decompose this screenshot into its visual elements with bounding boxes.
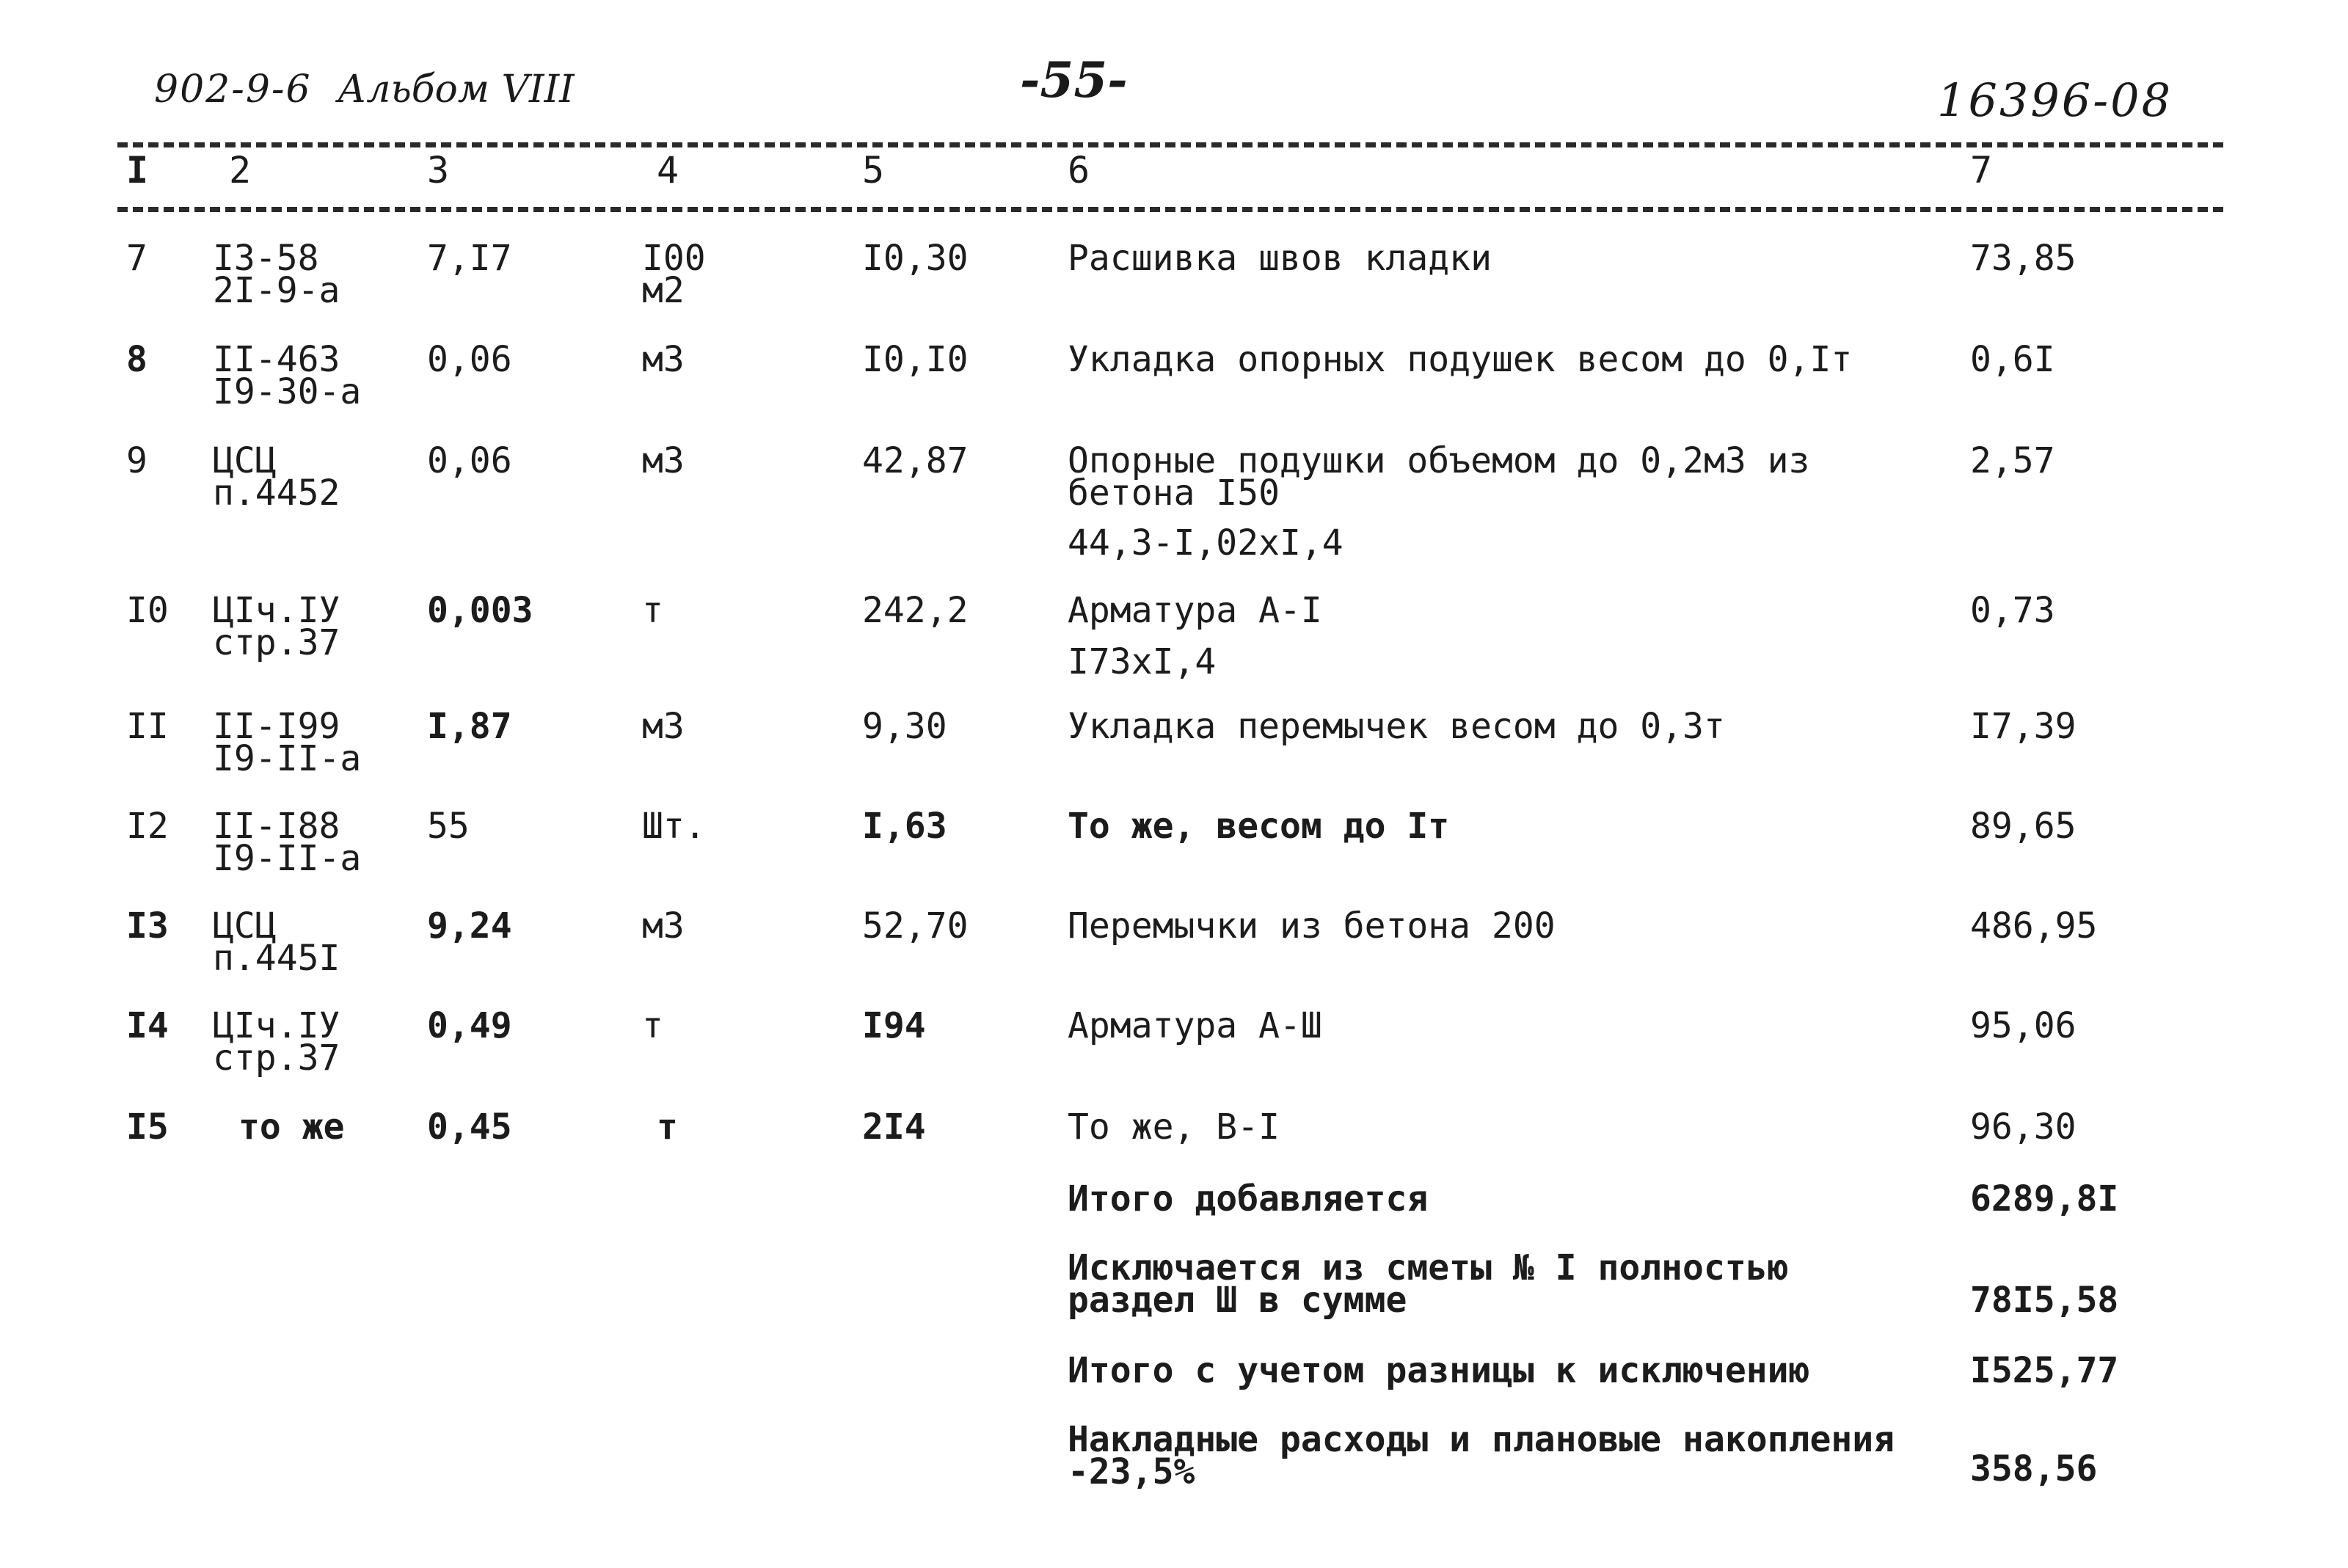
- row-quantity: 0,06: [427, 440, 512, 481]
- row-sum: 2,57: [1970, 440, 2055, 481]
- row-sum: 486,95: [1970, 905, 2098, 947]
- row-number: I2: [126, 806, 169, 847]
- row-unit-price: I94: [862, 1005, 926, 1046]
- row-code: II-463 I9-30-а: [213, 339, 362, 412]
- row-description: То же, весом до Iт: [1068, 806, 1450, 847]
- column-header-6: 6: [1068, 149, 1090, 192]
- row-unit: м3: [642, 339, 685, 380]
- row-quantity: 0,49: [427, 1005, 512, 1046]
- header-bottom-rule: [117, 207, 2223, 212]
- row-sum: I7,39: [1970, 706, 2077, 747]
- row-unit-price: 242,2: [862, 590, 969, 631]
- row-number: I4: [126, 1005, 169, 1046]
- row-unit: м3: [642, 905, 685, 947]
- header-top-rule: [117, 142, 2223, 147]
- row-description: Арматура А-I: [1068, 590, 1322, 631]
- total-label: Исключается из сметы № I полностью раздел Ш в сумме: [1068, 1247, 1789, 1321]
- column-header-3: 3: [427, 149, 450, 192]
- row-quantity: 9,24: [427, 905, 512, 947]
- row-unit-price: I0,I0: [862, 339, 969, 380]
- album-code: 902-9-6: [154, 68, 312, 112]
- total-value: 6289,8I: [1970, 1178, 2119, 1219]
- row-quantity: 0,003: [427, 590, 533, 631]
- row-unit-price: 2I4: [862, 1106, 926, 1148]
- row-number: II: [126, 706, 169, 747]
- row-sum: 0,6I: [1970, 339, 2055, 380]
- row-code: I3-58 2I-9-а: [213, 238, 340, 311]
- row-unit-price: I0,30: [862, 238, 969, 279]
- total-value: 358,56: [1970, 1448, 2098, 1489]
- total-label: Накладные расходы и плановые накопления -23,5%: [1068, 1419, 1895, 1492]
- total-value: 78I5,58: [1970, 1280, 2119, 1321]
- row-sum: 0,73: [1970, 590, 2055, 631]
- row-unit: м3: [642, 706, 685, 747]
- row-number: I5: [126, 1106, 169, 1148]
- row-unit: I00 м2: [642, 238, 706, 311]
- row-number: 8: [126, 339, 147, 380]
- row-quantity: 0,06: [427, 339, 512, 380]
- total-value: I525,77: [1970, 1350, 2119, 1391]
- row-code: ЦСЦ п.4452: [213, 440, 340, 514]
- row-description: Перемычки из бетона 200: [1068, 905, 1556, 947]
- row-calculation: 44,3-I,02хI,4: [1068, 522, 1343, 564]
- column-header-1: I: [126, 149, 149, 192]
- album-label: Альбом VIII: [338, 68, 575, 112]
- row-quantity: 0,45: [427, 1106, 512, 1148]
- row-description: Укладка перемычек весом до 0,3т: [1068, 706, 1725, 747]
- document-number: 16396-08: [1937, 73, 2173, 127]
- row-unit: т: [657, 1106, 678, 1148]
- row-unit: м3: [642, 440, 685, 481]
- row-unit: Шт.: [642, 806, 706, 847]
- total-label: Итого добавляется: [1068, 1178, 1429, 1219]
- row-code: ЦIч.IУ стр.37: [213, 590, 340, 663]
- row-code: ЦIч.IУ стр.37: [213, 1005, 340, 1079]
- row-sum: 73,85: [1970, 238, 2077, 279]
- row-unit: т: [642, 590, 663, 631]
- column-header-4: 4: [657, 149, 679, 192]
- total-label: Итого с учетом разницы к исключению: [1068, 1350, 1810, 1391]
- row-number: I3: [126, 905, 169, 947]
- row-description: То же, В-I: [1068, 1106, 1280, 1148]
- column-header-2: 2: [229, 149, 252, 192]
- row-sum: 89,65: [1970, 806, 2077, 847]
- row-calculation: I73хI,4: [1068, 641, 1217, 682]
- page-number: -55-: [1020, 51, 1128, 109]
- row-unit-price: 9,30: [862, 706, 947, 747]
- row-unit-price: 42,87: [862, 440, 969, 481]
- row-description: Укладка опорных подушек весом до 0,Iт: [1068, 339, 1853, 380]
- row-quantity: I,87: [427, 706, 512, 747]
- row-sum: 95,06: [1970, 1005, 2077, 1046]
- row-description: Опорные подушки объемом до 0,2м3 из бетона I50: [1068, 440, 1810, 514]
- row-description: Арматура А-Ш: [1068, 1005, 1322, 1046]
- row-number: 7: [126, 238, 147, 279]
- row-number: 9: [126, 440, 147, 481]
- row-description: Расшивка швов кладки: [1068, 238, 1492, 279]
- row-code: II-I88 I9-II-а: [213, 806, 362, 879]
- row-quantity: 7,I7: [427, 238, 512, 279]
- row-code: ЦСЦ п.445I: [213, 905, 340, 979]
- row-code: то же: [238, 1106, 345, 1148]
- row-quantity: 55: [427, 806, 470, 847]
- column-header-7: 7: [1970, 149, 1993, 192]
- row-sum: 96,30: [1970, 1106, 2077, 1148]
- row-unit: т: [642, 1005, 663, 1046]
- row-unit-price: 52,70: [862, 905, 969, 947]
- row-code: II-I99 I9-II-а: [213, 706, 362, 779]
- row-unit-price: I,63: [862, 806, 947, 847]
- row-number: I0: [126, 590, 169, 631]
- column-header-5: 5: [862, 149, 885, 192]
